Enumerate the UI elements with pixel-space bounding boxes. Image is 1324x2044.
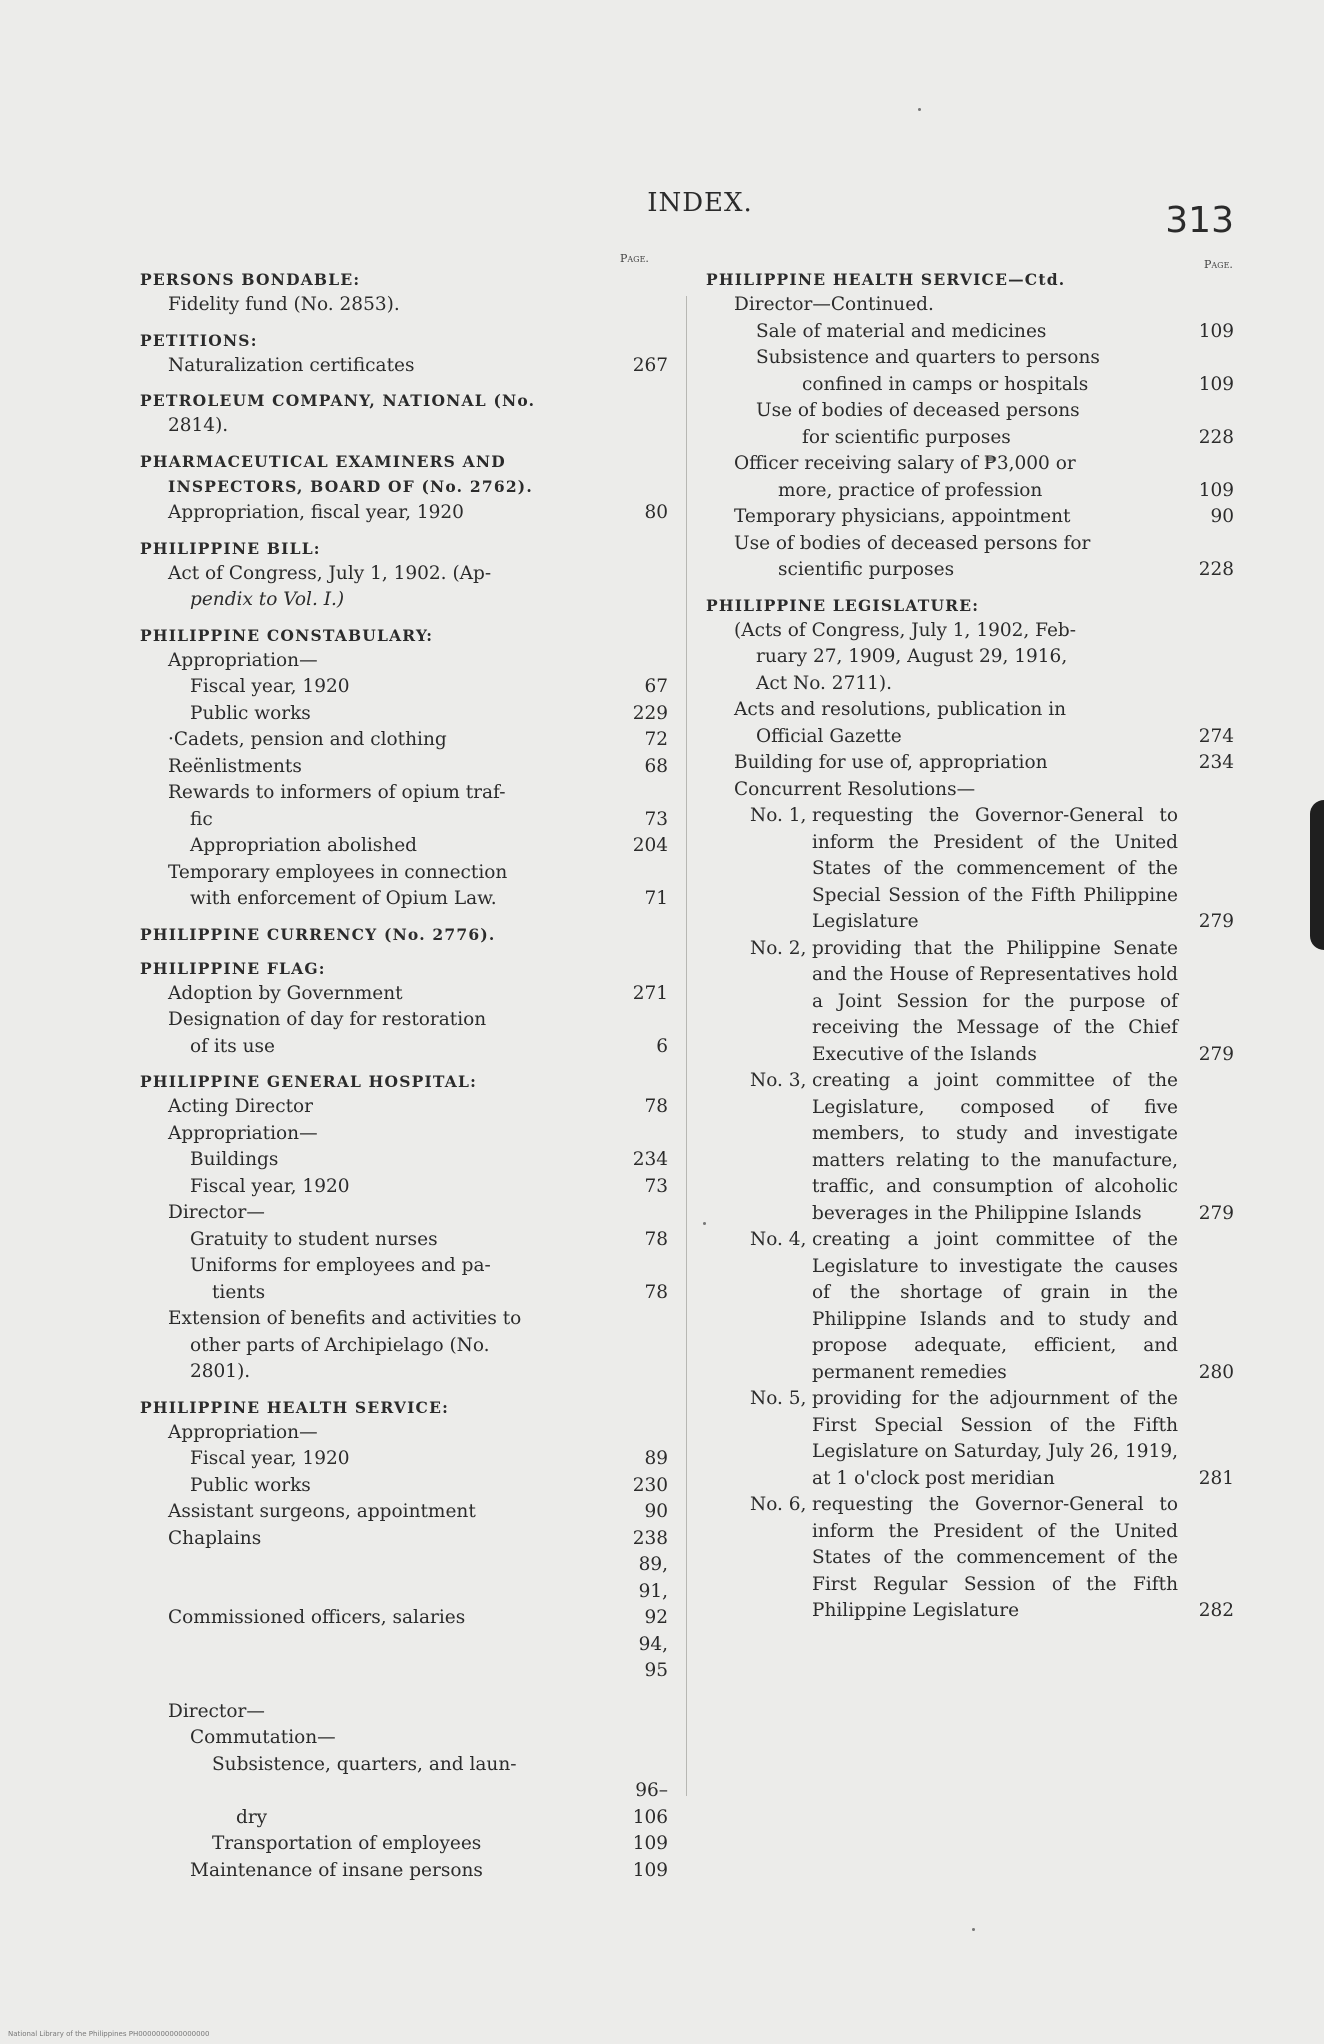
- index-heading-text: PHILIPPINE LEGISLATURE:: [706, 595, 980, 615]
- index-entry: [706, 425, 1234, 452]
- index-entry-text: Public works: [190, 1474, 311, 1496]
- index-entry: [140, 780, 668, 807]
- index-page-ref: 78: [644, 1281, 668, 1303]
- index-entry: [140, 1147, 668, 1174]
- resolution-entry: [706, 1386, 1234, 1492]
- index-entry: [706, 319, 1234, 346]
- index-entry: [140, 1280, 668, 1307]
- index-entry: [140, 1552, 668, 1632]
- index-page-ref: 267: [632, 354, 668, 376]
- index-entry-text: Chaplains: [168, 1527, 262, 1549]
- binding-edge-mark: [1310, 800, 1324, 950]
- index-heading-text: PERSONS BONDABLE:: [140, 270, 361, 289]
- index-page-ref: 89: [644, 1448, 668, 1469]
- index-heading-text: PHILIPPINE CURRENCY (No. 2776).: [140, 924, 496, 944]
- paper-speck: [703, 1222, 706, 1225]
- index-heading-text: PHILIPPINE GENERAL HOSPITAL:: [140, 1072, 478, 1091]
- index-entry-text: Act No. 2711).: [756, 672, 892, 694]
- index-entry: [140, 1174, 668, 1201]
- right-index-rows: [706, 268, 1234, 803]
- index-entry-text: 2814).: [168, 415, 229, 436]
- index-page-ref: 234: [1198, 752, 1234, 773]
- index-page-ref: 271: [632, 982, 668, 1004]
- index-entry-text: (Acts of Congress, July 1, 1902, Feb-: [734, 619, 1077, 641]
- index-entry: [706, 697, 1234, 724]
- index-entry: [140, 1121, 668, 1148]
- index-page-ref: 109: [1198, 373, 1234, 395]
- index-entry-text: ruary 27, 1909, August 29, 1916,: [756, 646, 1068, 667]
- index-page-ref: 228: [1198, 559, 1234, 580]
- index-entry-text: Temporary employees in connection: [168, 861, 508, 883]
- index-page-ref: 109: [632, 1859, 668, 1881]
- index-entry-text: with enforcement of Opium Law.: [190, 888, 497, 909]
- index-entry: [140, 727, 668, 754]
- index-page-ref: 73: [644, 808, 668, 830]
- resolution-entry: [706, 1227, 1234, 1386]
- index-entry: [140, 674, 668, 701]
- index-entry-text: Acts and resolutions, publication in: [734, 699, 1067, 720]
- index-entry-text: fic: [190, 808, 213, 830]
- resolution-text: providing for the adjournment of the First Special Session of the Fifth Legislature on Saturday, July 26, 1919, at 1 o'clock post meridian: [812, 1388, 1178, 1489]
- index-entry-text: Director—: [168, 1700, 265, 1722]
- index-heading-text: PHILIPPINE CONSTABULARY:: [140, 625, 434, 645]
- index-entry: [706, 345, 1234, 372]
- index-page-ref: 109: [1198, 479, 1234, 501]
- resolution-number: No. 6,: [750, 1494, 807, 1515]
- index-entry-text: for scientific purposes: [802, 426, 1011, 448]
- index-heading: [140, 624, 668, 648]
- index-entry-text: Fiscal year, 1920: [190, 676, 350, 697]
- index-entry-text: Appropriation, fiscal year, 1920: [168, 502, 464, 523]
- index-page-ref: 96–106: [632, 1780, 668, 1828]
- index-entry: [140, 981, 668, 1008]
- index-page-ref: 72: [644, 729, 668, 750]
- index-heading-text: PETITIONS:: [140, 330, 258, 350]
- index-page-ref: 90: [644, 1501, 668, 1522]
- resolution-text: requesting the Governor-General to inform the President of the United States of the commencement of the First Regular Session of the Fifth Philippine Legislature: [812, 1494, 1178, 1621]
- index-entry: [706, 750, 1234, 777]
- index-entry-text: Commissioned officers, salaries: [168, 1607, 466, 1628]
- resolution-number: No. 5,: [750, 1388, 807, 1409]
- index-entry-text: more, practice of profession: [778, 479, 1043, 501]
- index-entry-text: Fiscal year, 1920: [190, 1448, 350, 1469]
- index-page-ref: 78: [644, 1096, 668, 1117]
- index-entry: [706, 644, 1234, 671]
- index-page-ref: 94, 95: [638, 1633, 668, 1681]
- index-entry: [140, 500, 668, 527]
- index-heading-text: PHILIPPINE HEALTH SERVICE—Ctd.: [706, 270, 1066, 289]
- index-entry-text: Adoption by Government: [168, 982, 403, 1004]
- index-entry-text: Gratuity to student nurses: [190, 1228, 438, 1250]
- index-entry-text: other parts of Archipielago (No.: [190, 1334, 490, 1356]
- paper-speck: [972, 1928, 975, 1931]
- index-entry: [140, 833, 668, 860]
- index-entry: [140, 1473, 668, 1500]
- index-entry: [706, 478, 1234, 505]
- index-page-ref: 80: [644, 502, 668, 523]
- index-entry-text: ·Cadets, pension and clothing: [168, 729, 447, 750]
- index-entry: [140, 1752, 668, 1779]
- index-heading-text: PHARMACEUTICAL EXAMINERS AND: [140, 451, 506, 471]
- index-entry: [140, 1034, 668, 1061]
- page-column-label-right: Page.: [1204, 258, 1233, 271]
- resolution-entry: [706, 1492, 1234, 1625]
- index-entry: [140, 807, 668, 834]
- index-page-ref: 71: [644, 888, 668, 909]
- index-entry-text: Fiscal year, 1920: [190, 1175, 350, 1197]
- index-entry: [140, 1831, 668, 1858]
- resolution-number: No. 4,: [750, 1229, 807, 1250]
- index-page-ref: 90: [1210, 506, 1234, 527]
- index-page-ref: 109: [632, 1833, 668, 1854]
- index-entry: [140, 1359, 668, 1386]
- index-page-ref: 228: [1198, 426, 1234, 448]
- scan-footer: National Library of the Philippines PH0000000000000000: [8, 2030, 210, 2038]
- index-page-ref: 234: [632, 1149, 668, 1170]
- index-entry: [706, 451, 1234, 478]
- right-index-column: [706, 258, 1234, 1625]
- index-entry-text: Acting Director: [168, 1096, 314, 1117]
- index-entry-text: Director—: [168, 1202, 265, 1223]
- index-heading: [140, 450, 668, 474]
- index-entry-text: confined in camps or hospitals: [802, 373, 1089, 395]
- index-entry-text: Public works: [190, 702, 311, 724]
- resolution-text: creating a joint committee of the Legislature, composed of five members, to study and investigate matters relating to the manufacture, traffic, and consumption of alcoholic beverages in the Philippine Islands: [812, 1070, 1178, 1224]
- index-entry: [140, 648, 668, 675]
- index-entry: [140, 1333, 668, 1360]
- index-page-ref: 281: [1198, 1467, 1234, 1489]
- index-entry: [140, 886, 668, 913]
- index-entry-text: Rewards to informers of opium traf-: [168, 782, 506, 803]
- index-entry-text: Transportation of employees: [212, 1833, 482, 1854]
- index-page-ref: 6: [656, 1035, 668, 1057]
- index-page-ref: 68: [644, 755, 668, 777]
- page-column-label-left: Page.: [620, 252, 649, 265]
- index-entry-text: scientific purposes: [778, 559, 955, 580]
- index-entry-text: Appropriation—: [168, 649, 318, 671]
- resolution-entry: [706, 1068, 1234, 1227]
- index-entry-text: Use of bodies of deceased persons for: [734, 532, 1091, 554]
- index-heading: [140, 537, 668, 561]
- index-entry: [706, 557, 1234, 584]
- index-entry-text: Commutation—: [190, 1727, 336, 1748]
- index-page-ref: 279: [1198, 1043, 1234, 1065]
- index-entry: [140, 1725, 668, 1752]
- column-divider: [686, 296, 687, 1796]
- index-heading-text: PETROLEUM COMPANY, NATIONAL (No.: [140, 391, 536, 410]
- index-entry: [140, 1007, 668, 1034]
- index-entry: [140, 1094, 668, 1121]
- index-entry-text: Use of bodies of deceased persons: [756, 400, 1080, 421]
- concurrent-resolutions-list: [706, 803, 1234, 1625]
- resolution-entry: [706, 803, 1234, 936]
- index-heading-text: PHILIPPINE BILL:: [140, 538, 321, 558]
- index-page-ref: 89, 91, 92: [638, 1554, 668, 1628]
- index-entry-text: Naturalization certificates: [168, 354, 415, 376]
- index-entry-text: Officer receiving salary of ₱3,000 or: [734, 453, 1076, 474]
- index-page-ref: 282: [1198, 1600, 1234, 1621]
- index-entry-text: Appropriation—: [168, 1421, 318, 1443]
- index-entry-text: Official Gazette: [756, 725, 902, 747]
- index-entry-text: dry: [236, 1806, 268, 1828]
- resolution-number: No. 3,: [750, 1070, 807, 1091]
- index-entry-text: Act of Congress, July 1, 1902. (Ap-: [168, 562, 492, 584]
- index-entry: [706, 504, 1234, 531]
- index-entry-text: Sale of material and medicines: [756, 320, 1047, 342]
- index-entry-text: Subsistence, quarters, and laun-: [212, 1753, 517, 1775]
- index-entry-text: Fidelity fund (No. 2853).: [168, 294, 400, 315]
- index-page-ref: 279: [1198, 911, 1234, 932]
- index-heading: [140, 389, 668, 413]
- resolution-number: No. 1,: [750, 805, 807, 826]
- resolution-text: requesting the Governor-General to inform the President of the United States of the commencement of the Special Session of the Fifth Philippine Legislature: [812, 805, 1178, 932]
- index-entry-text: Building for use of, appropriation: [734, 752, 1048, 773]
- index-entry: [706, 724, 1234, 751]
- index-heading: [706, 594, 1234, 618]
- resolution-entry: [706, 936, 1234, 1069]
- index-entry: [140, 1632, 668, 1685]
- index-entry: [140, 1499, 668, 1526]
- index-entry-text: Director—Continued.: [734, 294, 934, 315]
- index-entry: [706, 531, 1234, 558]
- index-entry: [140, 587, 668, 614]
- index-page-ref: 67: [644, 676, 668, 697]
- index-entry-text: of its use: [190, 1035, 275, 1057]
- index-entry: [140, 860, 668, 887]
- index-entry-text: Appropriation—: [168, 1122, 318, 1144]
- index-entry: [140, 1778, 668, 1831]
- index-entry: [706, 372, 1234, 399]
- index-entry: [140, 292, 668, 319]
- index-heading-text: PHILIPPINE HEALTH SERVICE:: [140, 1397, 450, 1417]
- index-page-ref: 78: [644, 1228, 668, 1250]
- index-entry: [706, 618, 1234, 645]
- index-entry: [706, 671, 1234, 698]
- index-entry-text: Assistant surgeons, appointment: [168, 1501, 476, 1522]
- index-page-ref: 279: [1198, 1202, 1234, 1224]
- index-entry: [706, 777, 1234, 804]
- index-entry: [140, 1526, 668, 1553]
- index-entry: [140, 561, 668, 588]
- index-entry: [140, 353, 668, 380]
- index-entry-text: INSPECTORS, BOARD OF (No. 2762).: [168, 476, 533, 496]
- index-page-ref: 229: [632, 702, 668, 724]
- index-entry: [140, 1253, 668, 1280]
- index-entry-text: Subsistence and quarters to persons: [756, 347, 1100, 368]
- index-entry-text: Uniforms for employees and pa-: [190, 1255, 491, 1276]
- index-entry: [140, 1306, 668, 1333]
- index-entry: [706, 292, 1234, 319]
- index-entry: [140, 754, 668, 781]
- index-entry-text: Temporary physicians, appointment: [734, 506, 1071, 527]
- page-number: 313: [1165, 200, 1234, 241]
- resolution-number: No. 2,: [750, 937, 807, 959]
- index-entry: [706, 398, 1234, 425]
- paper-speck: [918, 108, 921, 111]
- index-entry: [140, 1699, 668, 1726]
- index-entry: [140, 1858, 668, 1885]
- resolution-text: creating a joint committee of the Legislature to investigate the causes of the shortage of grain in the Philippine Islands and to study and propose adequate, efficient, and permanent remedies: [812, 1229, 1178, 1383]
- index-heading: [140, 957, 668, 981]
- index-entry-text: Buildings: [190, 1149, 279, 1170]
- index-entry-text: Reënlistments: [168, 755, 302, 777]
- index-entry: [140, 1446, 668, 1473]
- index-entry: [140, 1227, 668, 1254]
- index-entry-text: Concurrent Resolutions—: [734, 778, 976, 800]
- index-entry-text: Maintenance of insane persons: [190, 1859, 483, 1881]
- index-entry-text: tients: [212, 1281, 266, 1303]
- resolution-text: providing that the Philippine Senate and the House of Representatives hold a Joint Session for the purpose of receiving the Message of the Chief Executive of the Islands: [812, 937, 1178, 1065]
- left-index-column: [140, 258, 668, 1884]
- index-page-ref: 238: [632, 1527, 668, 1549]
- index-entry-text: Designation of day for restoration: [168, 1009, 487, 1030]
- index-page-ref: 280: [1198, 1361, 1234, 1383]
- index-entry-text: 2801).: [190, 1361, 251, 1382]
- index-entry: [140, 1420, 668, 1447]
- index-entry: [140, 413, 668, 440]
- index-page-ref: 274: [1198, 725, 1234, 747]
- index-entry: [140, 1200, 668, 1227]
- index-heading: [140, 1070, 668, 1094]
- index-heading: [140, 329, 668, 353]
- index-entry-text: Extension of benefits and activities to: [168, 1308, 522, 1329]
- index-entry-text: pendix to Vol. I.): [190, 589, 345, 610]
- index-entry-text: Appropriation abolished: [190, 835, 417, 856]
- page-title: INDEX.: [647, 188, 753, 218]
- index-page-ref: 73: [644, 1175, 668, 1197]
- index-heading: [140, 268, 668, 292]
- index-entry: [140, 474, 668, 501]
- index-page-ref: 230: [632, 1474, 668, 1496]
- index-entry: [140, 701, 668, 728]
- index-heading: [706, 268, 1234, 292]
- index-heading: [140, 1396, 668, 1420]
- index-page-ref: 109: [1198, 320, 1234, 342]
- index-heading-text: PHILIPPINE FLAG:: [140, 958, 326, 978]
- index-heading: [140, 923, 668, 947]
- index-page-ref: 204: [632, 835, 668, 856]
